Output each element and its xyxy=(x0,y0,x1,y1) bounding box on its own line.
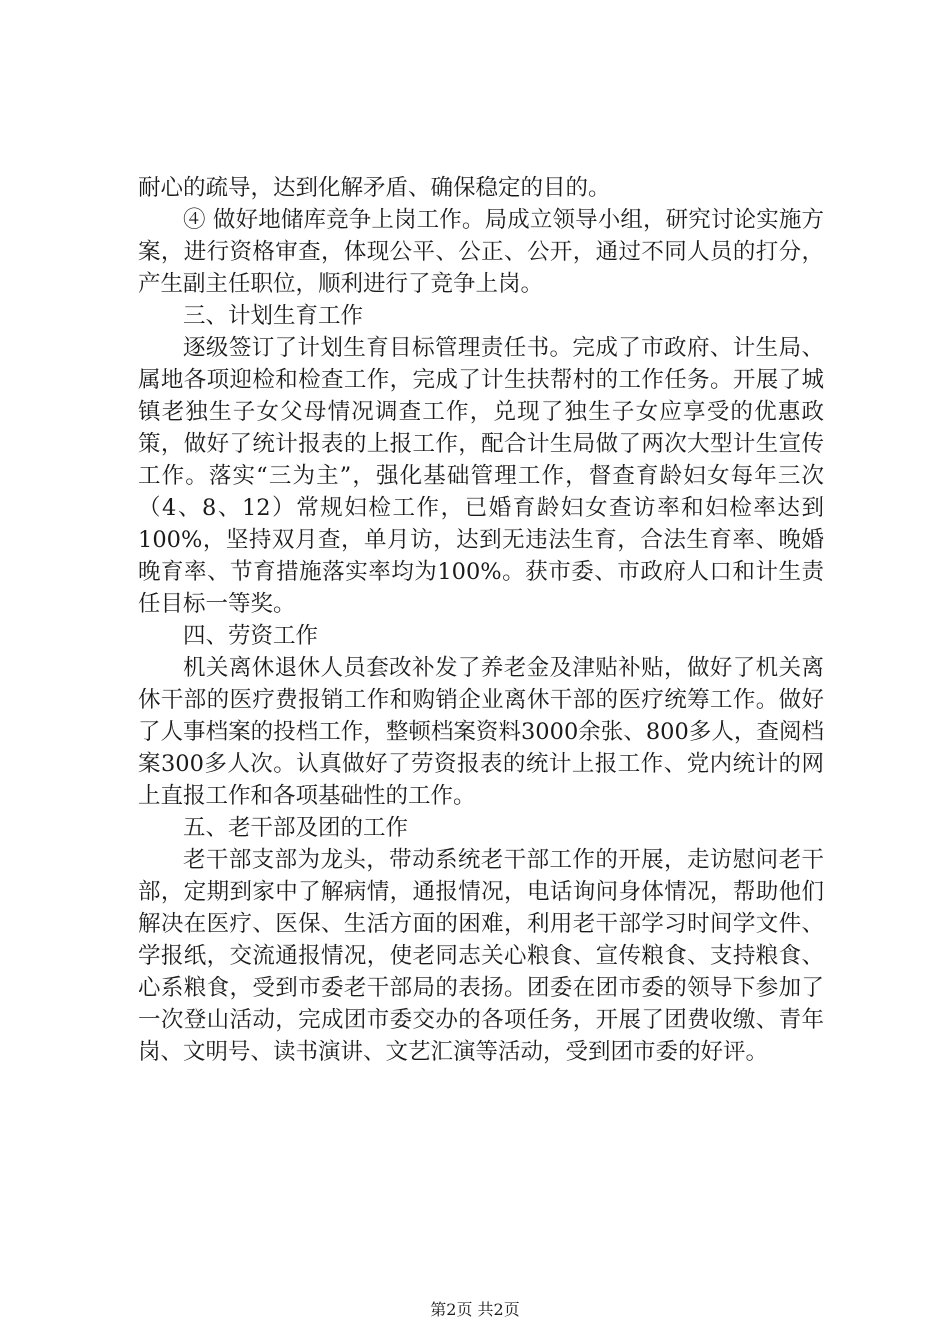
section-heading-veteran-cadres: 五、老干部及团的工作 xyxy=(183,815,409,841)
page-number-label: 第2页 共2页 xyxy=(430,1300,520,1319)
paragraph-veteran-cadres: 老干部支部为龙头，带动系统老干部工作的开展，走访慰问老干部，定期到家中了解病情，通报情况，电话询问身体情况，帮助他们解决在医疗、医保、生活方面的困难，利用老干部学习时间学文件、学报纸，交流通报情况，使老同志关心粮食、宣传粮食、支持粮食、心系粮食，受到市委老干部局的表扬。团委在团市委的领导下参加了一次登山活动，完成团市委交办的各项任务，开展了团费收缴、青年岗、文明号、读书演讲、文艺汇演等活动，受到团市委的好评。 xyxy=(138,847,824,1065)
section-heading-labor: 四、劳资工作 xyxy=(183,623,319,649)
paragraph-labor: 机关离休退休人员套改补发了养老金及津贴补贴，做好了机关离休干部的医疗费报销工作和购销企业离休干部的医疗统筹工作。做好了人事档案的投档工作，整顿档案资料3000余张、800多人，查阅档案300多人次。认真做好了劳资报表的统计上报工作、党内统计的网上直报工作和各项基础性的工作。 xyxy=(138,655,824,809)
document-body xyxy=(138,172,824,1068)
page-footer xyxy=(0,1300,950,1320)
paragraph-continuation: 耐心的疏导，达到化解矛盾、确保稳定的目的。 xyxy=(138,175,611,201)
paragraph-family-planning: 逐级签订了计划生育目标管理责任书。完成了市政府、计生局、属地各项迎检和检查工作，完成了计生扶帮村的工作任务。开展了城镇老独生子女父母情况调查工作，兑现了独生子女应享受的优惠政策，做好了统计报表的上报工作，配合计生局做了两次大型计生宣传工作。落实“三为主”，强化基础管理工作，督查育龄妇女每年三次（4、8、12）常规妇检工作，已婚育龄妇女查访率和妇检率达到100%，坚持双月查，单月访，达到无违法生育，合法生育率、晚婚晚育率、节育措施落实率均为100%。获市委、市政府人口和计生责任目标一等奖。 xyxy=(138,335,824,617)
paragraph-item-4: ④ 做好地储库竞争上岗工作。局成立领导小组，研究讨论实施方案，进行资格审查，体现公平、公正、公开，通过不同人员的打分，产生副主任职位，顺利进行了竞争上岗。 xyxy=(138,207,824,297)
section-heading-family-planning: 三、计划生育工作 xyxy=(183,303,364,329)
